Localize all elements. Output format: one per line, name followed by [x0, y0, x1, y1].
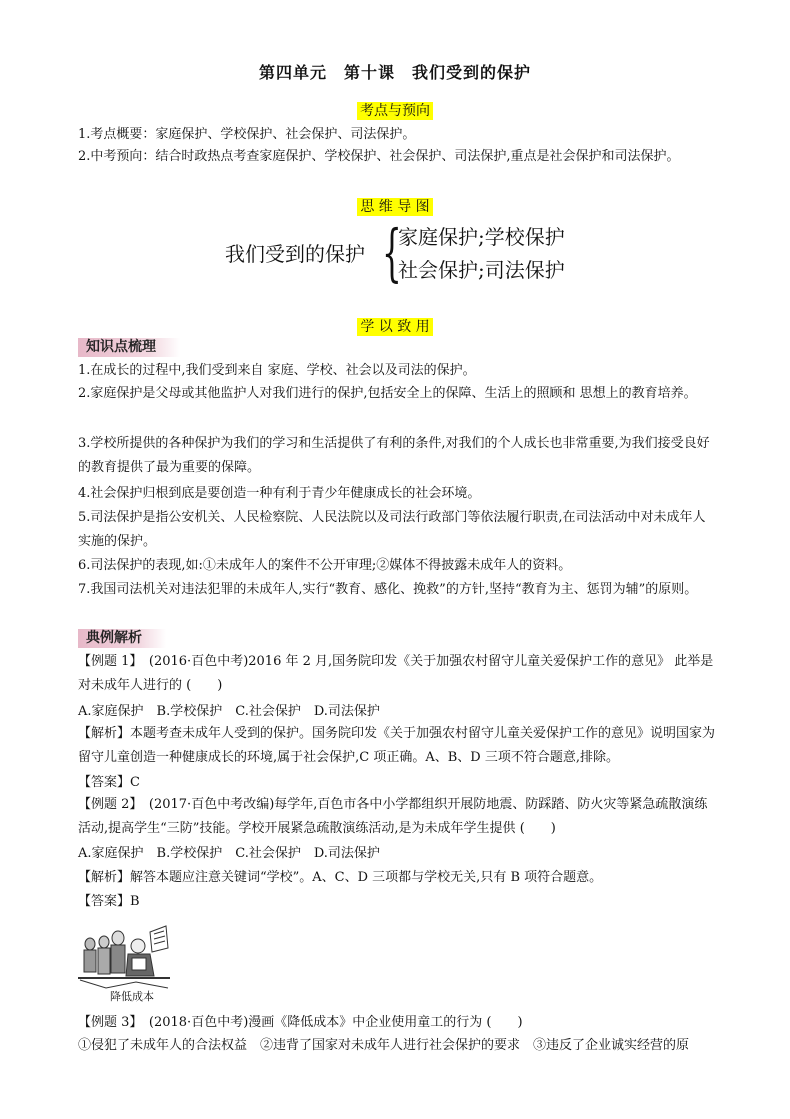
example-options: A.家庭保护 B.学校保护 C.社会保护 D.司法保护 — [78, 704, 380, 719]
example-options: A.家庭保护 B.学校保护 C.社会保护 D.司法保护 — [78, 846, 380, 861]
mindmap-brace: { — [382, 216, 402, 289]
example-options: ①侵犯了未成年人的合法权益 ②违背了国家对未成年人进行社会保护的要求 ③违反了企业诚实经营的原 — [78, 1038, 690, 1053]
example-answer: 【答案】B — [78, 894, 140, 909]
mindmap-branch: 社会保护;司法保护 — [398, 258, 565, 282]
example-question: 【例题 2】 (2017·百色中考改编)每学年,百色市各中小学都组织开展防地震、防踩踏、防火灾等紧急疏散演练活动,提高学生“三防”技能。学校开展紧急疏散演练活动,是为未成年学生提供 ( ) — [78, 797, 708, 836]
cartoon-caption: 降低成本 — [110, 990, 154, 1003]
section-label: 思 维 导 图 — [357, 198, 432, 216]
example-question: 【例题 3】 (2018·百色中考)漫画《降低成本》中企业使用童工的行为 ( ) — [78, 1015, 523, 1030]
section-heading-kaodian — [0, 100, 790, 120]
example-answer: 【答案】C — [78, 775, 140, 790]
example-analysis: 【解析】解答本题应注意关键词“学校”。A、C、D 三项都与学校无关,只有 B 项符合题意。 — [78, 870, 603, 885]
knowledge-item: 2.家庭保护是父母或其他监护人对我们进行的保护,包括安全上的保障、生活上的照顾和 思想上的教育培养。 — [78, 386, 697, 401]
knowledge-item: 3.学校所提供的各种保护为我们的学习和生活提供了有利的条件,对我们的个人成长也非常重要,为我们接受良好的教育提供了最为重要的保障。 — [78, 436, 710, 475]
kaodian-item: 2.中考预向：结合时政热点考查家庭保护、学校保护、社会保护、司法保护,重点是社会保护和司法保护。 — [78, 149, 680, 164]
tag-knowledge-review: 知识点梳理 — [78, 338, 180, 357]
example-question: 【例题 1】 (2016·百色中考)2016 年 2 月,国务院印发《关于加强农村留守儿童关爱保护工作的意见》 此举是对未成年人进行的 ( ) — [78, 654, 714, 693]
section-heading-siwei — [0, 196, 790, 216]
section-heading-xueyi — [0, 316, 790, 336]
cartoon-image — [76, 922, 172, 992]
tag-example-analysis: 典例解析 — [78, 629, 166, 648]
page-title: 第四单元 第十课 我们受到的保护 — [258, 63, 531, 82]
section-label: 学 以 致 用 — [357, 318, 432, 336]
kaodian-item: 1.考点概要：家庭保护、学校保护、社会保护、司法保护。 — [78, 127, 416, 142]
example-analysis: 【解析】本题考查未成年人受到的保护。国务院印发《关于加强农村留守儿童关爱保护工作的意见》说明国家为留守儿童创造一种健康成长的环境,属于社会保护,C 项正确。A、B、D 三项不符合题意,排除。 — [78, 726, 716, 765]
knowledge-item: 6.司法保护的表现,如:①未成年人的案件不公开审理;②媒体不得披露未成年人的资料。 — [78, 558, 572, 573]
mindmap-branch: 家庭保护;学校保护 — [398, 225, 565, 249]
knowledge-item: 5.司法保护是指公安机关、人民检察院、人民法院以及司法行政部门等依法履行职责,在司法活动中对未成年人实施的保护。 — [78, 510, 706, 549]
knowledge-item: 4.社会保护归根到底是要创造一种有利于青少年健康成长的社会环境。 — [78, 486, 481, 501]
knowledge-item: 1.在成长的过程中,我们受到来自 家庭、学校、社会以及司法的保护。 — [78, 363, 476, 378]
knowledge-item: 7.我国司法机关对违法犯罪的未成年人,实行“教育、感化、挽救”的方针,坚持“教育为主、惩罚为辅”的原则。 — [78, 582, 698, 597]
section-label: 考点与预向 — [357, 102, 433, 120]
mindmap-root: 我们受到的保护 — [225, 242, 365, 266]
